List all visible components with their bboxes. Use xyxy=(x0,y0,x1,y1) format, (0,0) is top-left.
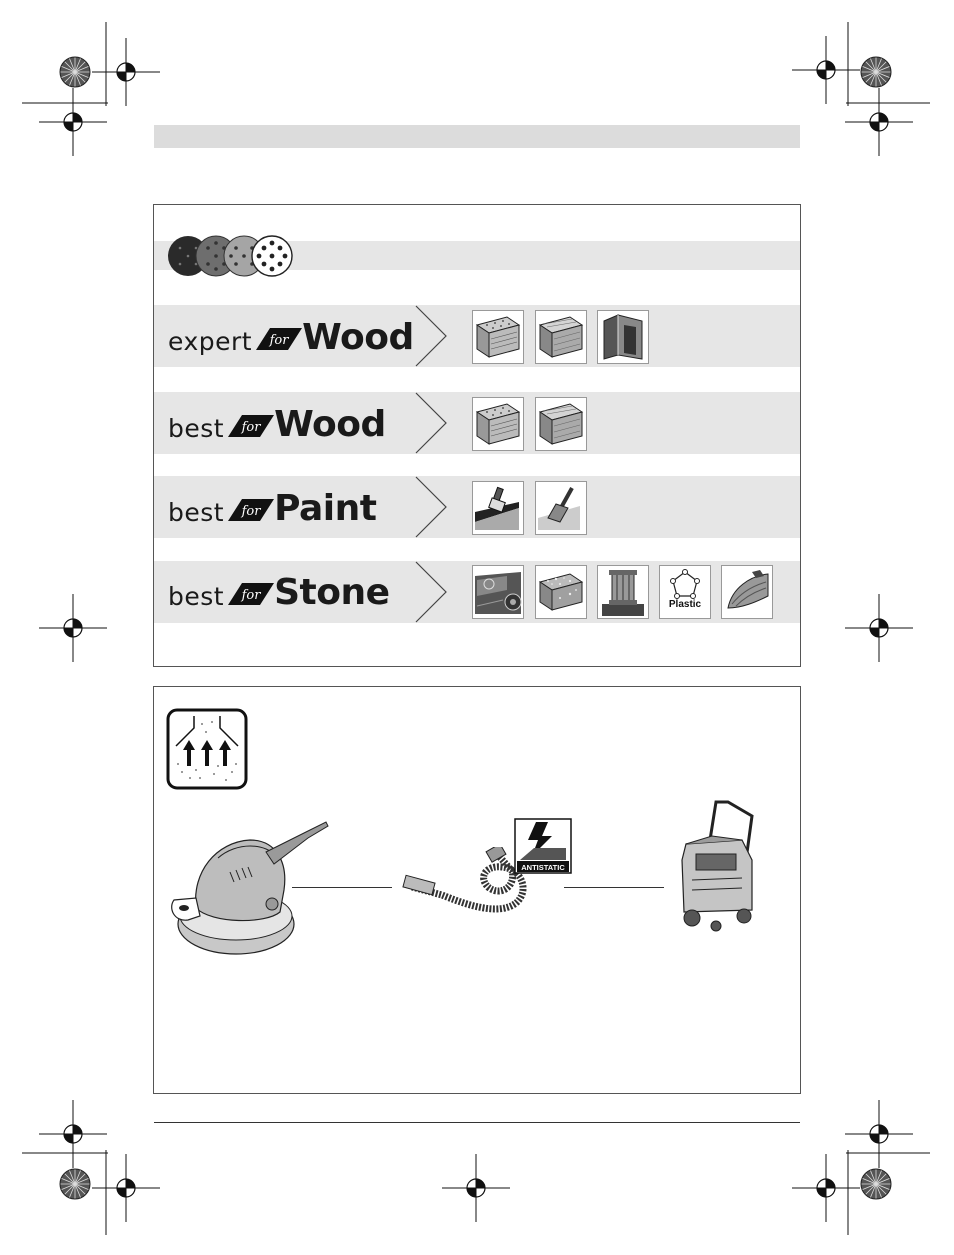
brand-prefix: expert xyxy=(168,327,253,356)
svg-text:for: for xyxy=(241,420,261,435)
for-badge-icon xyxy=(228,499,274,521)
paint-brush-icon xyxy=(472,481,524,535)
brand-target: Stone xyxy=(274,572,390,613)
dust-extraction-panel xyxy=(153,686,801,1094)
brand-best-for-stone xyxy=(168,565,390,615)
softwood-icon xyxy=(472,397,524,451)
brand-best-for-wood xyxy=(168,397,386,447)
chevron-right-icon xyxy=(414,392,454,454)
svg-text:for: for xyxy=(241,588,261,603)
dust-extraction-icon xyxy=(166,708,248,790)
sanding-discs-icon xyxy=(166,233,294,279)
connector-line xyxy=(564,887,664,888)
sanding-sheets-panel xyxy=(153,204,801,667)
vacuum-extractor xyxy=(672,800,770,936)
plastic-label: Plastic xyxy=(668,599,702,610)
brand-prefix: best xyxy=(168,582,225,611)
svg-text:for: for xyxy=(241,504,261,519)
brand-best-for-paint xyxy=(168,481,376,531)
column-icon xyxy=(597,565,649,619)
for-badge-icon xyxy=(256,328,302,350)
brand-target: Paint xyxy=(274,488,377,529)
svg-text:for: for xyxy=(269,333,289,348)
for-badge-icon xyxy=(228,415,274,437)
white-sanding-disc xyxy=(252,236,292,276)
chevron-right-icon xyxy=(414,476,454,538)
brand-prefix: best xyxy=(168,498,225,527)
car-body-icon xyxy=(472,565,524,619)
stone-surface-icon xyxy=(535,565,587,619)
connector-line xyxy=(292,887,392,888)
svg-text:ANTISTATIC: ANTISTATIC xyxy=(521,863,565,872)
metal-profile-icon xyxy=(597,310,649,364)
brand-target: Wood xyxy=(302,317,414,358)
hardwood-icon xyxy=(535,397,587,451)
brand-expert-for-wood xyxy=(168,310,414,360)
for-badge-icon xyxy=(228,583,274,605)
paint-scraper-icon xyxy=(535,481,587,535)
plastic-icon xyxy=(659,565,711,619)
softwood-icon xyxy=(472,310,524,364)
header-bar xyxy=(154,125,800,148)
hardwood-icon xyxy=(535,310,587,364)
antistatic-badge-icon xyxy=(514,818,572,874)
brand-prefix: best xyxy=(168,414,225,443)
chevron-right-icon xyxy=(414,561,454,623)
footer-rule xyxy=(154,1122,800,1123)
boat-hull-icon xyxy=(721,565,773,619)
brand-target: Wood xyxy=(274,404,386,445)
chevron-right-icon xyxy=(414,305,454,367)
